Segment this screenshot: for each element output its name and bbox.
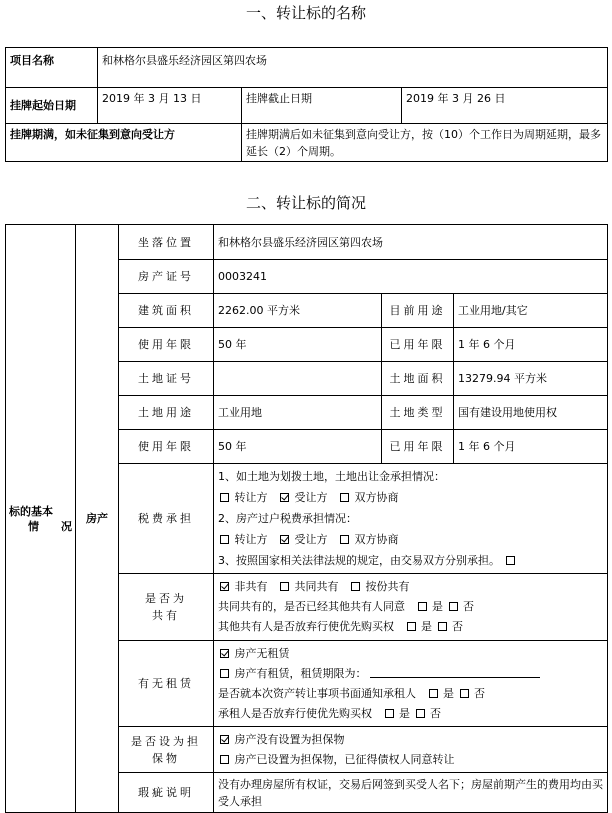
joint-joint-label: 共同共有 bbox=[294, 580, 339, 593]
building-area-value: 2262.00 平方米 bbox=[214, 294, 382, 328]
listing-end-label: 挂牌截止日期 bbox=[242, 88, 402, 124]
tax-land-transferee-checkbox[interactable] bbox=[280, 493, 289, 502]
joint-waive-line bbox=[218, 617, 603, 637]
tax-label: 税费承担 bbox=[119, 464, 214, 574]
mortgage-label-line2: 保物 bbox=[152, 751, 180, 765]
project-name-value: 和林格尔县盛乐经济园区第四农场 bbox=[98, 48, 608, 88]
joint-label bbox=[119, 574, 214, 641]
joint-consent-text: 共同共有的，是否已经其他共有人同意 bbox=[218, 600, 405, 613]
subcategory-label: 房产 bbox=[76, 225, 119, 813]
tax-land-both-label: 双方协商 bbox=[354, 491, 399, 504]
tax-house-both-checkbox[interactable] bbox=[340, 535, 349, 544]
lease-waive-line bbox=[218, 704, 603, 724]
mortgage-no-label: 房产没有设置为担保物 bbox=[234, 732, 345, 746]
joint-waive-yes-checkbox[interactable] bbox=[407, 622, 416, 631]
current-use-value: 工业用地/其它 bbox=[454, 294, 608, 328]
lease-waive-no-checkbox[interactable] bbox=[416, 709, 425, 718]
mortgage-cell bbox=[214, 727, 608, 773]
defect-label: 瑕疵说明 bbox=[119, 773, 214, 813]
mortgage-yes-checkbox[interactable] bbox=[220, 755, 229, 764]
joint-consent-yes-label: 是 bbox=[432, 600, 443, 613]
lease-cell bbox=[214, 641, 608, 727]
joint-options bbox=[218, 577, 603, 597]
lease-none-label: 房产无租赁 bbox=[234, 646, 290, 660]
lease-waive-no-label: 否 bbox=[430, 706, 441, 720]
listing-info-table bbox=[5, 47, 608, 162]
tax-land-transferor-label: 转让方 bbox=[234, 491, 268, 504]
tax-house-transferor-checkbox[interactable] bbox=[220, 535, 229, 544]
property-info-table bbox=[5, 224, 608, 813]
lease-label: 有无租赁 bbox=[119, 641, 214, 727]
lease-waive-yes-label: 是 bbox=[399, 706, 410, 720]
tax-house-both-label: 双方协商 bbox=[354, 533, 399, 546]
property-cert-label: 房产证号 bbox=[119, 260, 214, 294]
category-label-line2: 情 况 bbox=[28, 519, 72, 533]
joint-none-label: 非共有 bbox=[234, 580, 268, 593]
lease-notify-text: 是否就本次资产转让事项书面通知承租人 bbox=[218, 686, 416, 700]
joint-none-checkbox[interactable] bbox=[220, 582, 229, 591]
location-label: 坐落位置 bbox=[119, 225, 214, 260]
joint-waive-yes-label: 是 bbox=[421, 620, 432, 633]
joint-label-line1: 是否为 bbox=[145, 592, 187, 605]
mortgage-no-checkbox[interactable] bbox=[220, 735, 229, 744]
lease-has-line bbox=[218, 664, 603, 684]
category-cell bbox=[6, 225, 76, 813]
mortgage-label bbox=[119, 727, 214, 773]
land-cert-label: 土地证号 bbox=[119, 362, 214, 396]
land-type-value: 国有建设用地使用权 bbox=[454, 396, 608, 430]
tax-land-transferor-checkbox[interactable] bbox=[220, 493, 229, 502]
current-use-label: 目前用途 bbox=[382, 294, 454, 328]
joint-joint-checkbox[interactable] bbox=[280, 582, 289, 591]
building-area-label: 建筑面积 bbox=[119, 294, 214, 328]
service-life-label: 使用年限 bbox=[119, 328, 214, 362]
category-label-line1: 标的基本 bbox=[9, 504, 53, 518]
tax-law-line bbox=[218, 550, 603, 571]
lease-notify-yes-label: 是 bbox=[443, 686, 454, 700]
used-years2-label: 已用年限 bbox=[382, 430, 454, 464]
lease-none-checkbox[interactable] bbox=[220, 649, 229, 658]
mortgage-yes-line bbox=[218, 750, 603, 770]
used-years-label: 已用年限 bbox=[382, 328, 454, 362]
joint-label-line2: 共有 bbox=[152, 609, 180, 622]
service-life2-label: 使用年限 bbox=[119, 430, 214, 464]
joint-share-label: 按份共有 bbox=[365, 580, 410, 593]
tax-land-transferee-label: 受让方 bbox=[294, 491, 328, 504]
used-years-value: 1 年 6 个月 bbox=[454, 328, 608, 362]
lease-notify-no-checkbox[interactable] bbox=[460, 689, 469, 698]
lease-notify-yes-checkbox[interactable] bbox=[429, 689, 438, 698]
land-type-label: 土地类型 bbox=[382, 396, 454, 430]
joint-consent-line bbox=[218, 597, 603, 617]
location-value: 和林格尔县盛乐经济园区第四农场 bbox=[214, 225, 608, 260]
section2-title: 二、转让标的简况 bbox=[245, 194, 366, 212]
service-life-value: 50 年 bbox=[214, 328, 382, 362]
expiry-text: 挂牌期满后如未征集到意向受让方，按（10）个工作日为周期延期，最多延长（2）个周期。 bbox=[242, 124, 608, 162]
lease-waive-yes-checkbox[interactable] bbox=[385, 709, 394, 718]
joint-cell bbox=[214, 574, 608, 641]
lease-term-input[interactable] bbox=[370, 667, 540, 678]
land-area-label: 土地面积 bbox=[382, 362, 454, 396]
joint-share-checkbox[interactable] bbox=[351, 582, 360, 591]
tax-house-line: 2、房产过户税费承担情况： bbox=[218, 512, 357, 525]
lease-none-line bbox=[218, 644, 603, 664]
joint-waive-no-checkbox[interactable] bbox=[438, 622, 447, 631]
tax-house-transferee-checkbox[interactable] bbox=[280, 535, 289, 544]
tax-house-transferor-label: 转让方 bbox=[234, 533, 268, 546]
lease-has-checkbox[interactable] bbox=[220, 669, 229, 678]
tax-land-both-checkbox[interactable] bbox=[340, 493, 349, 502]
joint-consent-yes-checkbox[interactable] bbox=[418, 602, 427, 611]
tax-house-transferee-label: 受让方 bbox=[294, 533, 328, 546]
mortgage-no-line bbox=[218, 730, 603, 750]
lease-notify-no-label: 否 bbox=[474, 686, 485, 700]
service-life2-value: 50 年 bbox=[214, 430, 382, 464]
land-area-value: 13279.94 平方米 bbox=[454, 362, 608, 396]
project-name-label: 项目名称 bbox=[6, 48, 98, 88]
section1-title: 一、转让标的名称 bbox=[245, 4, 366, 22]
lease-waive-text: 承租人是否放弃行使优先购买权 bbox=[218, 706, 372, 720]
listing-start-value: 2019 年 3 月 13 日 bbox=[98, 88, 242, 124]
expiry-label: 挂牌期满，如未征集到意向受让方 bbox=[6, 124, 242, 162]
lease-has-label: 房产有租赁，租赁期限为： bbox=[234, 666, 367, 680]
used-years2-value: 1 年 6 个月 bbox=[454, 430, 608, 464]
land-use-value: 工业用地 bbox=[214, 396, 382, 430]
land-cert-value bbox=[214, 362, 382, 396]
lease-notify-line bbox=[218, 684, 603, 704]
tax-law-checkbox[interactable] bbox=[506, 556, 515, 565]
tax-cell bbox=[214, 464, 608, 574]
tax-land-options bbox=[218, 487, 603, 508]
listing-end-value: 2019 年 3 月 26 日 bbox=[402, 88, 608, 124]
joint-consent-no-checkbox[interactable] bbox=[449, 602, 458, 611]
joint-waive-text: 其他共有人是否放弃行使优先购买权 bbox=[218, 620, 394, 633]
joint-consent-no-label: 否 bbox=[463, 600, 474, 613]
listing-start-label: 挂牌起始日期 bbox=[6, 88, 98, 124]
tax-land-line: 1、如土地为划拨土地，土地出让金承担情况： bbox=[218, 470, 445, 483]
joint-waive-no-label: 否 bbox=[452, 620, 463, 633]
mortgage-label-line1: 是否设为担 bbox=[131, 734, 201, 748]
defect-text: 没有办理房屋所有权证，交易后网签到买受人名下；房屋前期产生的费用均由买受人承担 bbox=[214, 773, 608, 813]
property-cert-value: 0003241 bbox=[214, 260, 608, 294]
tax-law-text: 3、按照国家相关法律法规的规定，由交易双方分别承担。 bbox=[218, 554, 500, 567]
land-use-label: 土地用途 bbox=[119, 396, 214, 430]
tax-house-options bbox=[218, 529, 603, 550]
mortgage-yes-label: 房产已设置为担保物，已征得债权人同意转让 bbox=[234, 752, 455, 766]
